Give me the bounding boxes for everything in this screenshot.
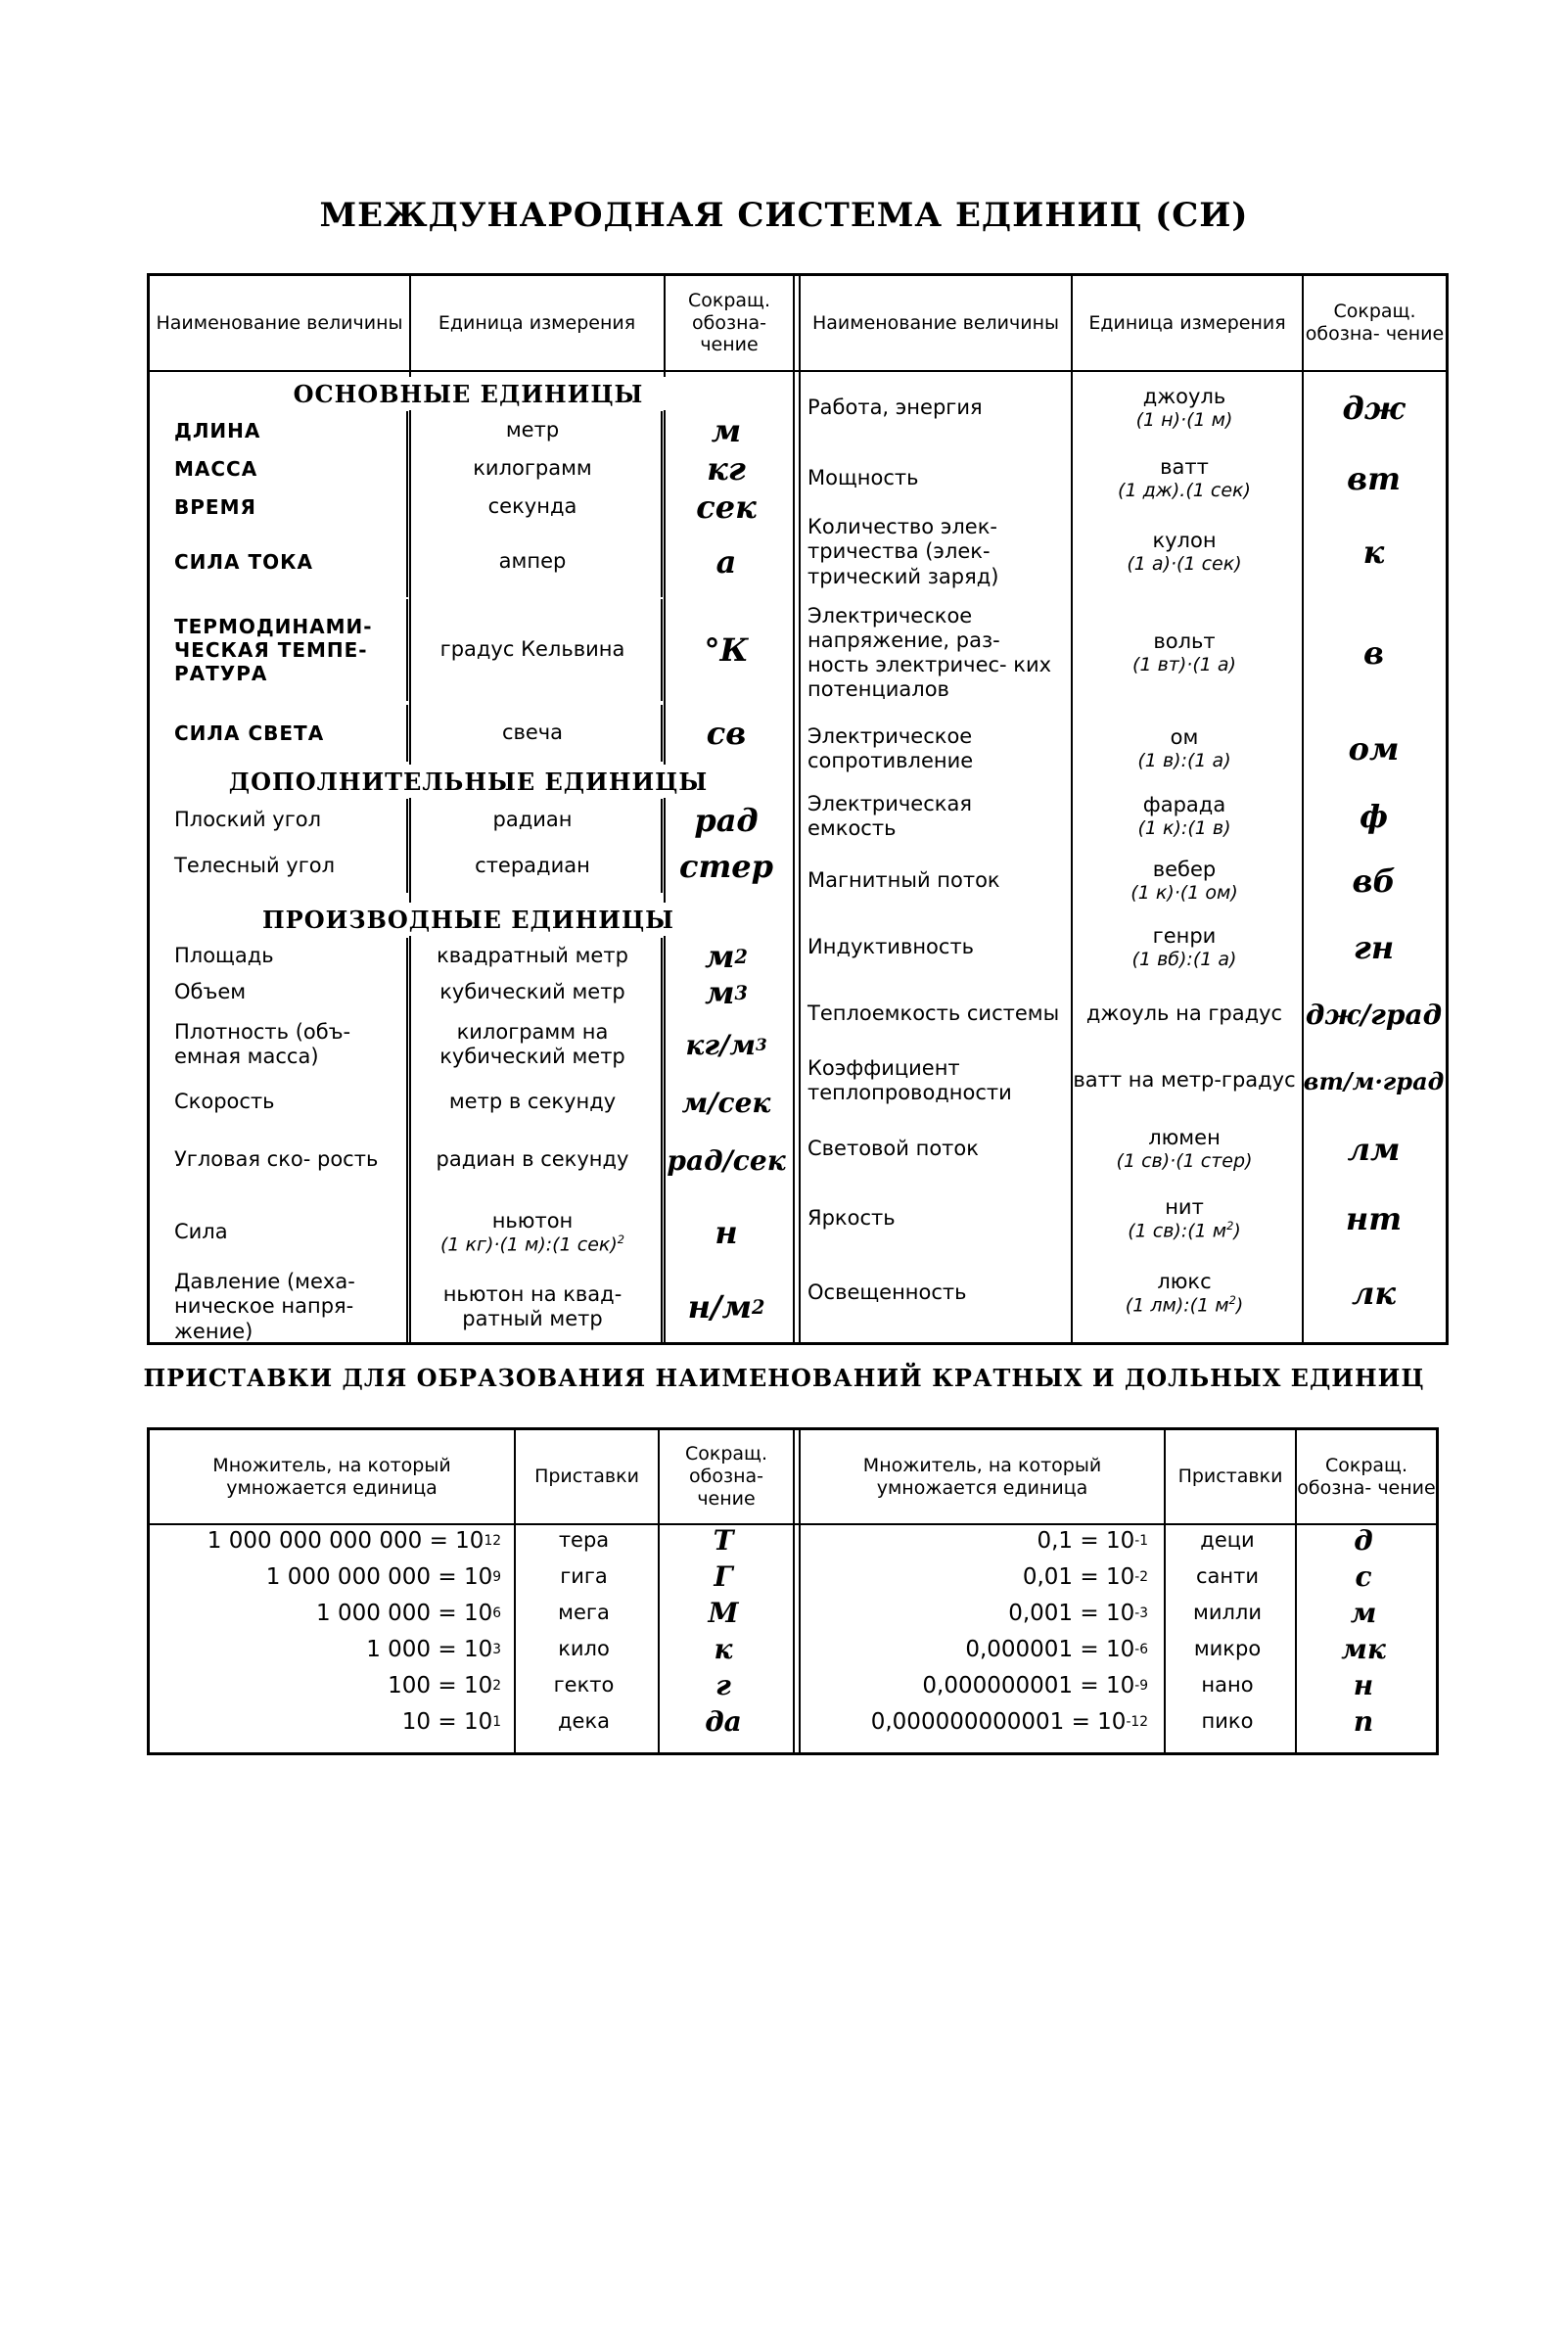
right-row-abbr: ф (1360, 798, 1388, 835)
prefix-left-name: дека (558, 1708, 610, 1733)
right-row-abbr: нт (1345, 1200, 1403, 1237)
prefix-right-name: деци (1200, 1527, 1255, 1552)
left-row-unit (409, 938, 656, 975)
left-row-name: Скорость (174, 1090, 275, 1114)
prefix-left-abbr: к (714, 1633, 733, 1665)
right-row-unit (1071, 1185, 1298, 1253)
left-row-divider (661, 599, 663, 701)
left-row-abbr: н/м 2 (687, 1288, 765, 1326)
right-row-name: Работа, энергия (807, 395, 983, 420)
left-row-divider (661, 1271, 663, 1343)
left-row-abbr: м 3 (705, 974, 748, 1011)
left-row-abbr: м (711, 412, 742, 449)
left-row-unit (409, 448, 656, 489)
left-row-name: Плоский угол (174, 808, 321, 832)
left-row-unit (409, 527, 656, 597)
left-row-unit (409, 705, 656, 762)
right-row-name: Мощность (807, 466, 919, 490)
left-row-divider (661, 448, 663, 489)
prefix-left-multiplier: 1 000 000 000 000 = 10 12 (207, 1527, 501, 1554)
left-row-abbr: а (715, 543, 737, 581)
prefix-right-multiplier: 0,000000001 = 10 -9 (922, 1672, 1148, 1698)
left-row-abbr: рад (694, 802, 759, 839)
left-row-divider (406, 599, 408, 701)
left-row-divider (406, 1194, 408, 1271)
right-row-abbr: дж (1342, 390, 1406, 427)
right-row-abbr: к (1362, 534, 1385, 571)
left-row-abbr: стер (678, 848, 774, 885)
left-row-name: Сила (174, 1220, 228, 1244)
right-row-formula: (1 св)·(1 стер) (1116, 1150, 1253, 1173)
prefix-right-abbr: д (1354, 1524, 1373, 1557)
left-row-name: Объем (174, 980, 247, 1004)
section-derived: ПРОИЗВОДНЫЕ ЕДИНИЦЫ (150, 903, 787, 936)
prefix-right-multiplier: 0,001 = 10 -3 (1008, 1600, 1148, 1626)
left-row-divider (406, 448, 408, 489)
left-row-unit-text: ампер (498, 549, 567, 574)
left-row-unit-text: градус Кельвина (439, 637, 625, 662)
right-row-abbr: лм (1347, 1131, 1401, 1168)
right-row-name: Освещенность (807, 1280, 967, 1305)
header-name-right: Наименование величины (811, 311, 1060, 334)
right-row-name: Количество элек- тричества (элек- трический заряд) (807, 515, 999, 588)
right-row-name: Яркость (807, 1206, 896, 1231)
prefix-table-title: ПРИСТАВКИ ДЛЯ ОБРАЗОВАНИЯ НАИМЕНОВАНИЙ КРАТНЫХ И ДОЛЬНЫХ ЕДИНИЦ (143, 1364, 1425, 1392)
prefix-left-name: кило (558, 1636, 610, 1660)
right-row-abbr: вб (1352, 862, 1396, 900)
left-row-divider (406, 840, 408, 893)
left-row-divider (661, 1126, 663, 1194)
left-row-unit-text: килограмм (473, 456, 592, 481)
left-row-abbr: м/сек (681, 1086, 771, 1119)
left-row-divider (406, 1271, 408, 1343)
prefix-right-name: санти (1195, 1563, 1260, 1588)
prefix-right-multiplier: 0,000000000001 = 10 -12 (870, 1708, 1148, 1735)
prefix-header-multiplier-right: Множитель, на который умножается единица (862, 1454, 1102, 1499)
left-row-divider (406, 1079, 408, 1126)
prefix-left-multiplier: 10 = 10 1 (401, 1708, 501, 1735)
left-row-name: Угловая ско- рость (174, 1147, 379, 1172)
left-row-unit (409, 1126, 656, 1194)
right-row-unit-text: джоуль на градус (1085, 1001, 1283, 1026)
prefix-left-name: гига (560, 1563, 608, 1588)
left-row-name: ДЛИНА (174, 419, 261, 442)
left-row-divider (406, 527, 408, 597)
prefix-right-name: микро (1193, 1636, 1262, 1660)
right-row-abbr: гн (1353, 929, 1395, 966)
left-row-unit-text: метр в секунду (448, 1090, 617, 1114)
left-row-unit (409, 599, 656, 701)
right-row-formula: (1 к):(1 в) (1137, 817, 1231, 840)
left-row-unit-text: квадратный метр (437, 944, 628, 968)
left-row-divider (406, 705, 408, 762)
header-abbr-left: Сокращ. обозна- чение (687, 289, 770, 356)
right-row-unit (1071, 511, 1298, 593)
prefix-left-abbr: да (705, 1705, 742, 1738)
right-row-unit-text: фарада (1142, 793, 1226, 816)
left-row-name: ВРЕМЯ (174, 495, 256, 519)
prefix-right-abbr: м (1350, 1597, 1377, 1629)
page-title: МЕЖДУНАРОДНАЯ СИСТЕМА ЕДИНИЦ (СИ) (319, 196, 1249, 235)
right-row-name: Коэффициент теплопроводности (807, 1055, 1012, 1104)
right-row-unit-text: ом (1170, 725, 1199, 749)
right-row-unit (1071, 1047, 1298, 1114)
left-row-divider (406, 799, 408, 842)
left-row-divider (661, 840, 663, 893)
prefix-left-name: гекто (553, 1672, 615, 1697)
left-row-divider (406, 1010, 408, 1079)
right-row-unit-text: ватт (1160, 455, 1209, 479)
right-row-abbr: вт/м·град (1303, 1066, 1445, 1095)
left-row-name: МАССА (174, 457, 258, 481)
left-row-divider (406, 488, 408, 527)
prefix-right-multiplier: 0,01 = 10 -2 (1022, 1563, 1148, 1590)
right-row-unit-text: ватт на метр-градус (1073, 1068, 1296, 1093)
right-row-unit (1071, 848, 1298, 914)
right-row-unit-text: вольт (1153, 629, 1216, 653)
left-row-divider (661, 705, 663, 762)
prefix-left-multiplier: 100 = 10 2 (388, 1672, 501, 1698)
left-row-unit (409, 411, 656, 450)
right-row-abbr: лк (1351, 1275, 1397, 1312)
left-row-unit-text: стерадиан (475, 854, 590, 878)
prefix-header-abbr-right: Сокращ. обозна- чение (1297, 1454, 1436, 1499)
left-row-name: Давление (меха- ническое напря- жение) (174, 1270, 355, 1343)
left-row-unit (409, 799, 656, 842)
left-row-unit (409, 1271, 656, 1343)
left-row-unit (409, 1010, 656, 1079)
header-abbr-right: Сокращ. обозна- чение (1305, 301, 1445, 345)
left-row-abbr: кг/м 3 (685, 1028, 767, 1061)
left-row-unit-text: свеча (501, 721, 564, 745)
right-row-formula: (1 а)·(1 сек) (1127, 553, 1242, 576)
right-row-unit (1071, 713, 1298, 785)
right-row-unit-text: вебер (1152, 858, 1217, 881)
left-row-unit-text: кубический метр (439, 980, 625, 1004)
prefix-left-abbr: Т (713, 1524, 734, 1557)
prefix-left-multiplier: 1 000 000 = 10 6 (316, 1600, 501, 1626)
right-row-formula: (1 дж).(1 сек) (1118, 480, 1251, 502)
left-row-abbr: м 2 (705, 938, 748, 975)
left-row-divider (661, 938, 663, 975)
right-row-unit (1071, 593, 1298, 713)
left-row-divider (661, 799, 663, 842)
left-row-divider (406, 975, 408, 1010)
prefix-left-name: мега (558, 1600, 610, 1624)
left-row-name: СИЛА СВЕТА (174, 721, 325, 745)
right-row-name: Электрическая емкость (807, 791, 972, 840)
right-row-unit (1071, 914, 1298, 981)
prefix-header-prefix-left: Приставки (534, 1465, 639, 1488)
header-name-left: Наименование величины (156, 311, 403, 334)
right-row-unit-text: джоуль (1142, 385, 1226, 408)
right-row-unit-text: люмен (1148, 1126, 1221, 1149)
right-row-name: Электрическое напряжение, раз- ность электричес- ких потенциалов (807, 603, 1052, 702)
left-row-divider (406, 938, 408, 975)
prefix-right-abbr: н (1353, 1669, 1374, 1701)
prefix-right-name: милли (1193, 1600, 1262, 1624)
prefix-left-abbr: М (708, 1597, 739, 1629)
prefix-left-multiplier: 1 000 000 000 = 10 9 (265, 1563, 501, 1590)
left-row-name: ТЕРМОДИНАМИ- ЧЕСКАЯ ТЕМПЕ- РАТУРА (174, 615, 373, 685)
prefix-right-abbr: мк (1341, 1633, 1386, 1665)
right-row-name: Магнитный поток (807, 868, 1000, 893)
left-row-unit-text: килограмм на кубический метр (439, 1019, 625, 1068)
right-row-name: Теплоемкость системы (807, 1001, 1060, 1026)
left-row-abbr: св (706, 715, 747, 752)
left-row-divider (406, 1126, 408, 1194)
left-row-abbr: сек (696, 488, 757, 526)
right-row-unit (1071, 1253, 1298, 1333)
prefix-left-name: тера (558, 1527, 610, 1552)
right-row-unit-text: нит (1165, 1194, 1204, 1219)
header-unit-left: Единица измерения (438, 311, 636, 334)
right-row-unit (1071, 370, 1298, 446)
right-row-unit (1071, 785, 1298, 848)
prefix-left-abbr: Г (714, 1560, 733, 1593)
right-row-formula: (1 св):(1 $м^2$) (1128, 1219, 1241, 1242)
left-row-formula: (1 кг)·(1 м):(1 сек)$^2$ (439, 1233, 625, 1256)
right-row-unit (1071, 981, 1298, 1047)
right-row-formula: (1 лм):(1 $м^2$) (1125, 1293, 1244, 1317)
left-row-divider (661, 1194, 663, 1271)
right-row-formula: (1 к)·(1 ом) (1130, 882, 1238, 905)
left-row-name: СИЛА ТОКА (174, 550, 313, 574)
left-row-unit-text: ньютон на квад- ратный метр (442, 1281, 623, 1330)
prefix-left-abbr: г (715, 1669, 731, 1701)
section-additional: ДОПОЛНИТЕЛЬНЫЕ ЕДИНИЦЫ (150, 765, 787, 798)
left-row-divider (661, 1010, 663, 1079)
section-basic: ОСНОВНЫЕ ЕДИНИЦЫ (150, 377, 787, 410)
left-row-abbr: рад/сек (667, 1143, 786, 1177)
right-row-formula: (1 вт)·(1 а) (1132, 654, 1236, 676)
right-row-name: Электрическое сопротивление (807, 723, 974, 772)
left-row-name: Площадь (174, 944, 274, 968)
left-row-unit-text: ньютон (491, 1208, 574, 1233)
left-row-divider (406, 411, 408, 450)
header-unit-right: Единица измерения (1088, 311, 1286, 334)
left-row-unit (409, 840, 656, 893)
left-row-abbr: н (715, 1214, 738, 1251)
right-row-abbr: вт (1347, 460, 1401, 497)
left-row-unit-text: метр (505, 418, 560, 442)
left-row-name: Телесный угол (174, 854, 336, 878)
right-row-abbr: ом (1348, 730, 1400, 768)
right-row-unit (1071, 1114, 1298, 1185)
prefix-right-name: нано (1201, 1672, 1254, 1697)
left-row-divider (661, 411, 663, 450)
prefix-header-prefix-right: Приставки (1177, 1465, 1283, 1488)
right-row-name: Индуктивность (807, 935, 975, 959)
right-row-abbr: в (1362, 634, 1384, 672)
left-row-unit-text: радиан в секунду (436, 1147, 629, 1172)
left-row-abbr: °К (704, 631, 749, 669)
prefix-right-multiplier: 0,1 = 10 -1 (1037, 1527, 1148, 1554)
right-row-unit (1071, 446, 1298, 511)
left-row-unit (409, 1194, 656, 1271)
left-row-divider (661, 1079, 663, 1126)
left-row-abbr: кг (707, 450, 746, 488)
left-row-unit (409, 488, 656, 527)
left-row-unit-text: секунда (487, 494, 577, 519)
left-row-unit (409, 975, 656, 1010)
prefix-header-abbr-left: Сокращ. обозна- чение (684, 1443, 767, 1510)
right-row-formula: (1 вб):(1 а) (1131, 949, 1237, 971)
left-row-unit-text: радиан (492, 808, 573, 832)
prefix-header-multiplier-left: Множитель, на который умножается единица (212, 1454, 451, 1499)
right-row-unit-text: кулон (1152, 529, 1217, 552)
right-row-unit-text: генри (1152, 924, 1217, 948)
left-row-divider (661, 975, 663, 1010)
right-row-formula: (1 н)·(1 м) (1135, 409, 1233, 432)
prefix-right-multiplier: 0,000001 = 10 -6 (965, 1636, 1148, 1662)
left-row-name: Плотность (объ- емная масса) (174, 1019, 351, 1068)
right-row-formula: (1 в):(1 а) (1137, 750, 1231, 772)
left-row-unit (409, 1079, 656, 1126)
right-row-unit-text: люкс (1157, 1269, 1212, 1293)
prefix-right-name: пико (1201, 1708, 1254, 1733)
prefix-right-abbr: с (1355, 1560, 1372, 1593)
right-row-name: Световой поток (807, 1137, 979, 1161)
right-row-abbr: дж/град (1305, 998, 1443, 1031)
prefix-right-abbr: п (1353, 1705, 1374, 1738)
left-row-divider (661, 527, 663, 597)
left-row-divider (661, 488, 663, 527)
prefix-left-multiplier: 1 000 = 10 3 (366, 1636, 501, 1662)
